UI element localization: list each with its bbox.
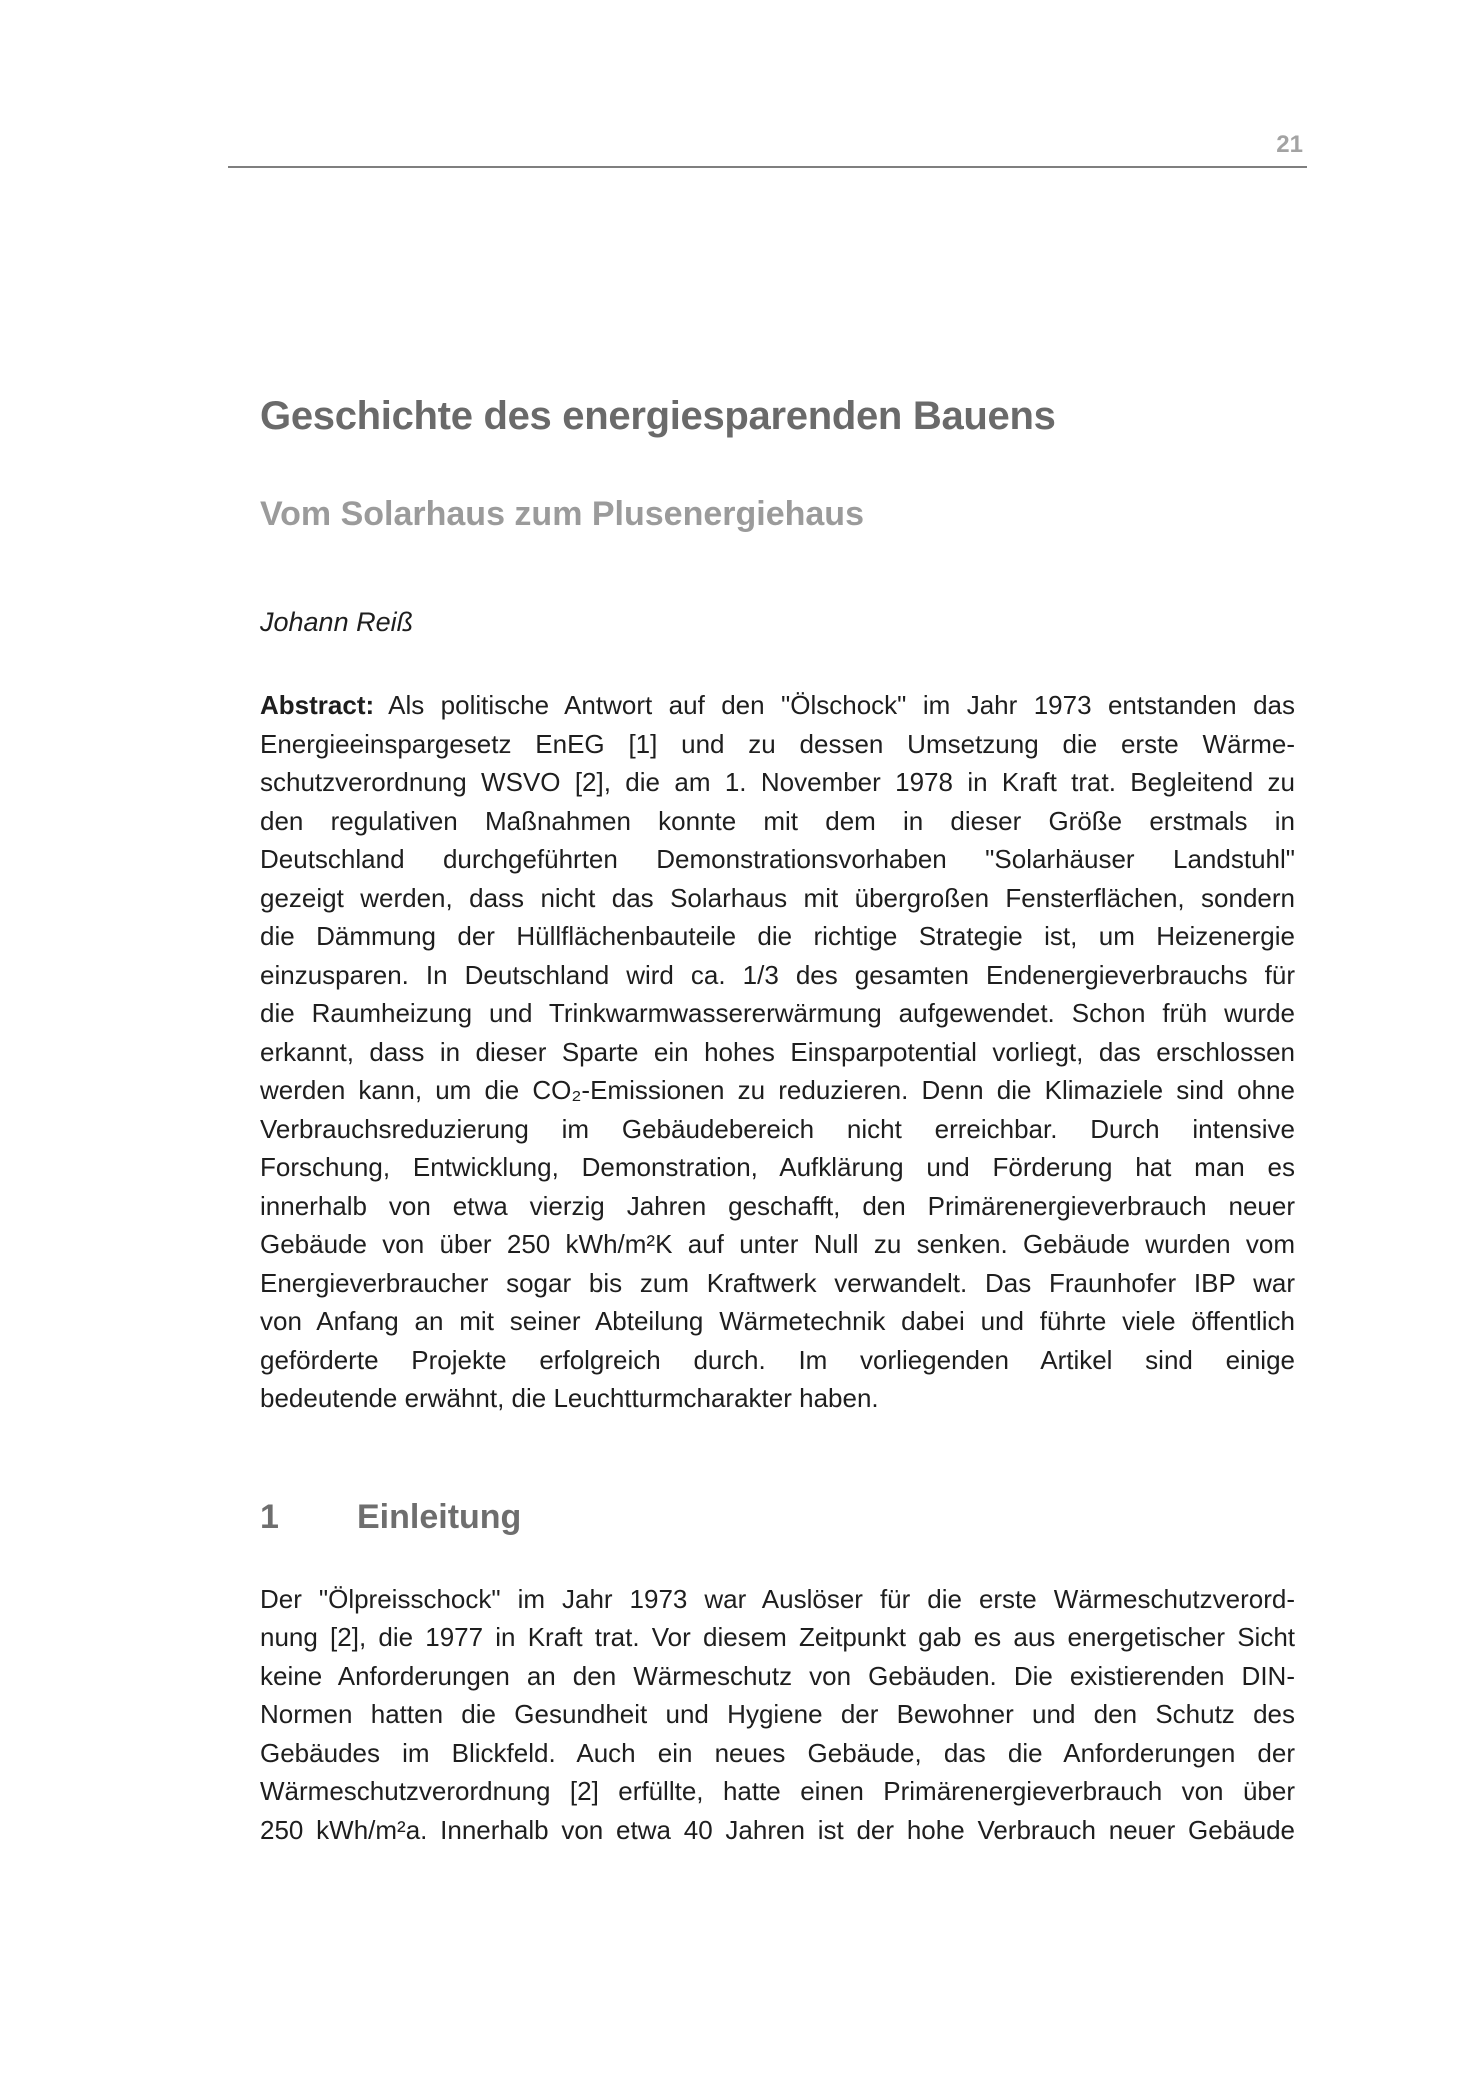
abstract-line: die Dämmung der Hüllflächenbauteile die richtige Strategie ist, um Heizenergie [260, 921, 1295, 951]
article-subtitle: Vom Solarhaus zum Plusenergiehaus [260, 495, 864, 533]
article-title: Geschichte des energiesparenden Bauens [260, 394, 1056, 438]
abstract-line: die Raumheizung und Trinkwarmwassererwärmung aufgewendet. Schon früh wurde [260, 998, 1295, 1028]
intro-paragraph [260, 1580, 1295, 1850]
abstract-lines [260, 725, 1295, 1380]
abstract-line: von Anfang an mit seiner Abteilung Wärmetechnik dabei und führte viele öffentlich [260, 1306, 1295, 1336]
section-number: 1 [260, 1497, 279, 1536]
header-rule [228, 166, 1307, 168]
abstract-first-line [260, 686, 1295, 725]
abstract-line: einzusparen. In Deutschland wird ca. 1/3 des gesamten Endenergieverbrauchs für [260, 959, 1295, 990]
abstract-line: Forschung, Entwicklung, Demonstration, Aufklärung und Förderung hat man es [260, 1152, 1295, 1182]
abstract-line: den regulativen Maßnahmen konnte mit dem in dieser Größe erstmals in [260, 805, 1295, 836]
abstract-line: Energieverbraucher sogar bis zum Kraftwerk verwandelt. Das Fraunhofer IBP war [260, 1267, 1295, 1298]
abstract-line: innerhalb von etwa vierzig Jahren geschafft, den Primärenergieverbrauch neuer [260, 1190, 1295, 1221]
intro-line: 250 kWh/m²a. Innerhalb von etwa 40 Jahren ist der hohe Verbrauch neuer Gebäude [260, 1814, 1295, 1845]
page-header [228, 0, 1307, 168]
intro-line: Normen hatten die Gesundheit und Hygiene der Bewohner und den Schutz des [260, 1699, 1295, 1729]
intro-line: nung [2], die 1977 in Kraft trat. Vor diesem Zeitpunkt gab es aus energetischer Sicht [260, 1622, 1295, 1652]
abstract-line: erkannt, dass in dieser Sparte ein hohes Einsparpotential vorliegt, das erschlossen [260, 1036, 1295, 1067]
section-heading [260, 1496, 1295, 1538]
abstract-line: Verbrauchsreduzierung im Gebäudebereich nicht erreichbar. Durch intensive [260, 1113, 1295, 1144]
abstract-line: Energieeinspargesetz EnEG [1] und zu dessen Umsetzung die erste Wärme- [260, 728, 1295, 759]
abstract-line: geförderte Projekte erfolgreich durch. Im vorliegenden Artikel sind einige [260, 1344, 1295, 1375]
intro-line: keine Anforderungen an den Wärmeschutz von Gebäuden. Die existierenden DIN- [260, 1660, 1295, 1691]
abstract-line: Gebäude von über 250 kWh/m²K auf unter Null zu senken. Gebäude wurden vom [260, 1229, 1295, 1259]
abstract-line: werden kann, um die CO₂-Emissionen zu reduzieren. Denn die Klimaziele sind ohne [260, 1075, 1295, 1105]
abstract-first-line-text: Als politische Antwort auf den "Ölschock" im Jahr 1973 entstanden das [388, 690, 1295, 720]
abstract-line: schutzverordnung WSVO [2], die am 1. November 1978 in Kraft trat. Begleitend zu [260, 767, 1295, 797]
page-number: 21 [1276, 131, 1303, 158]
abstract-paragraph [260, 686, 1295, 1418]
abstract-line: gezeigt werden, dass nicht das Solarhaus mit übergroßen Fensterflächen, sondern [260, 882, 1295, 913]
intro-line: Der "Ölpreisschock" im Jahr 1973 war Auslöser für die erste Wärmeschutzverord- [260, 1583, 1295, 1614]
section-title: Einleitung [357, 1497, 522, 1536]
author-name: Johann Reiß [260, 607, 414, 637]
abstract-line: Deutschland durchgeführten Demonstrationsvorhaben "Solarhäuser Landstuhl" [260, 844, 1295, 874]
intro-line: Wärmeschutzverordnung [2] erfüllte, hatte einen Primärenergieverbrauch von über [260, 1776, 1295, 1806]
abstract-label: Abstract: [260, 690, 375, 720]
intro-line: Gebäudes im Blickfeld. Auch ein neues Gebäude, das die Anforderungen der [260, 1737, 1295, 1768]
text-column [260, 392, 1295, 1849]
abstract-last-line: bedeutende erwähnt, die Leuchtturmcharakter haben. [260, 1383, 879, 1413]
